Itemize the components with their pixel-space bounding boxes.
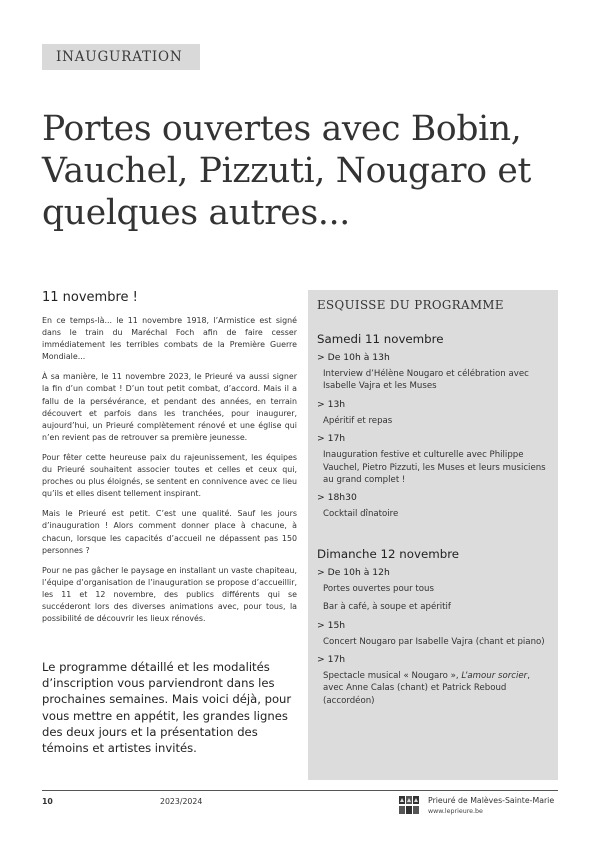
article-paragraph: À sa manière, le 11 novembre 2023, le Prieuré va aussi signer la fin d’un combat ! D’un tout petit combat, d’accord. Mais il a fallu de la persévérance, et pendant des années, en terrain découvert et parfois dans les tranchées, pour inaugurer, aujourd’hui, un Prieuré complètement rénové et une église qui n’en revient pas de retrouver sa première jeunesse. xyxy=(42,372,297,442)
slot-time: > 18h30 xyxy=(317,492,357,504)
article-subhead: 11 novembre ! xyxy=(42,290,138,305)
slot-description: Interview d’Hélène Nougaro et célébration avec Isabelle Vajra et les Muses xyxy=(323,369,529,392)
page-number: 10 xyxy=(42,797,53,806)
day-heading-saturday: Samedi 11 novembre xyxy=(317,332,444,346)
article-intro: Le programme détaillé et les modalités d’inscription vous parviendront dans les prochaines semaines. Mais voici déjà, pour vous mettre en appétit, les grandes lignes des deux jours et la présentation des témoins et artistes invités. xyxy=(42,660,292,756)
program-box xyxy=(308,290,558,780)
slot-description: Portes ouvertes pour tous xyxy=(323,583,434,594)
slot-description xyxy=(317,670,548,707)
footer-divider xyxy=(42,790,558,791)
slot-description-text: , avec Anne Calas (chant) et Patrick Reboud (accordéon) xyxy=(323,671,530,706)
prieure-logo-icon xyxy=(399,796,419,814)
slot-time: > 17h xyxy=(317,654,346,666)
slot-time: > 13h xyxy=(317,398,346,410)
program-title: ESQUISSE DU PROGRAMME xyxy=(317,298,504,312)
footer-season: 2023/2024 xyxy=(160,797,203,806)
slot-time: > De 10h à 12h xyxy=(317,566,390,578)
slot-description: Inauguration festive et culturelle avec Philippe Vauchel, Pietro Pizzuti, les Muses et leurs musiciens au grand complet ! xyxy=(323,450,546,486)
slot-description: Bar à café, à soupe et apéritif xyxy=(323,602,451,613)
slot-time: > 17h xyxy=(317,433,346,445)
slot-time: > De 10h à 13h xyxy=(317,352,390,363)
slot-description: Apéritif et repas xyxy=(323,415,393,426)
article-paragraph: Mais le Prieuré est petit. C’est une qualité. Sauf les jours d’inauguration ! Alors comment donner place à chacune, à chacun, lorsque les capacités d’accueil ne dépassent pas 150 personnes ? xyxy=(42,509,297,555)
page-headline: Portes ouvertes avec Bobin, Vauchel, Pizzuti, Nougaro et quelques autres... xyxy=(42,109,532,233)
show-title: L’amour sorcier xyxy=(461,671,528,682)
slot-description: Concert Nougaro par Isabelle Vajra (chant et piano) xyxy=(323,636,545,647)
slot-time: > 15h xyxy=(317,619,346,631)
article-paragraph: Pour fêter cette heureuse paix du rajeunissement, les équipes du Prieuré souhaitent associer toutes et celles et ceux qui, proches ou plus éloignés, se sentent en connivence avec ce lieu qu’ils et elles disent tellement inspirant. xyxy=(42,452,297,499)
footer-url: www.leprieure.be xyxy=(428,808,483,815)
article-body xyxy=(42,315,297,625)
article-paragraph: En ce temps-là... le 11 novembre 1918, l’Armistice est signé dans le train du Maréchal Foch afin de faire cesser immédiatement les terribles combats de la Première Guerre Mondiale... xyxy=(42,316,297,362)
section-tag: INAUGURATION xyxy=(42,44,200,70)
slot-description: Cocktail dînatoire xyxy=(323,509,399,520)
slot-description-text: Spectacle musical « Nougaro », xyxy=(323,671,462,682)
article-column xyxy=(42,290,297,633)
footer-organization: Prieuré de Malèves-Sainte-Marie xyxy=(428,796,555,805)
day-heading-sunday: Dimanche 12 novembre xyxy=(317,546,460,561)
article-paragraph: Pour ne pas gâcher le paysage en installant un vaste chapiteau, l’équipe d’organisation de l’inauguration se propose d’accueillir, les 11 et 12 novembre, des publics différents qui se succéderont lors des diverses animations avec, pour tous, la possibilité de découvrir les lieux rénovés. xyxy=(42,565,297,624)
